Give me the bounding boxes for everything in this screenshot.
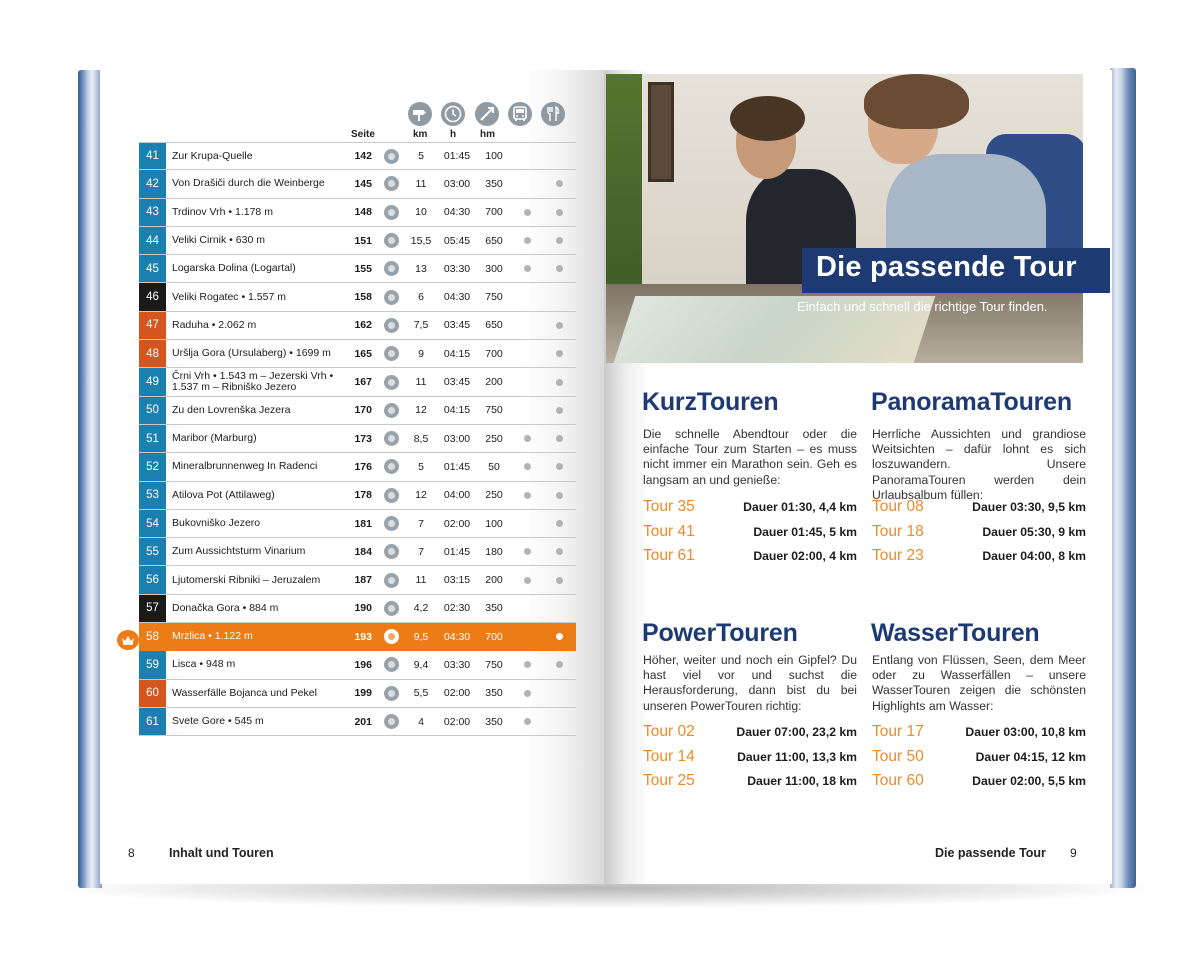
tour-km: 4: [418, 715, 424, 728]
table-row: [139, 595, 576, 623]
list-item: [643, 523, 857, 548]
tour-km: 5: [418, 150, 424, 163]
category-title-power: PowerTouren: [642, 619, 798, 647]
category-desc-kurz: Die schnelle Abendtour oder die einfache Tour zum Starten – es muss nicht immer ein Marathon sein. Geh es langsam an und genieße:: [643, 427, 857, 487]
tour-km: 4,2: [413, 602, 429, 615]
tour-duration: 01:45: [443, 150, 471, 163]
slope-icon: [475, 102, 499, 126]
tour-type-icon: [382, 255, 400, 282]
tour-elevation: 180: [485, 545, 503, 558]
tour-duration: 04:30: [443, 630, 471, 643]
tour-ref: Tour 17: [872, 723, 924, 740]
category-desc-wasser: Entlang von Flüssen, Seen, dem Meer oder zu Wasserfällen – unsere WasserTouren zeigen die schönsten Highlights am Wasser:: [872, 653, 1086, 713]
tour-ref: Tour 23: [872, 547, 924, 564]
bus-indicator: [521, 227, 533, 254]
tour-name: Von Drašiči durch die Weinberge: [172, 177, 325, 190]
bus-indicator: [521, 680, 533, 707]
tour-name: Zum Aussichtsturm Vinarium: [172, 545, 306, 558]
tour-name: Veliki Cirnik • 630 m: [172, 234, 265, 247]
tour-km: 9,5: [413, 630, 429, 643]
tour-page: 148: [354, 206, 372, 219]
tour-number: 55: [139, 538, 166, 565]
list-item: [872, 723, 1086, 748]
bus-indicator: [521, 482, 533, 509]
food-indicator: [553, 510, 565, 537]
right-footer-title: Die passende Tour: [935, 846, 1046, 860]
list-item: [643, 772, 857, 797]
tour-number: 51: [139, 425, 166, 452]
tour-type-icon: [382, 368, 400, 395]
tour-elevation: 100: [485, 517, 503, 530]
tour-elevation: 700: [485, 630, 503, 643]
tour-duration: 03:00: [443, 432, 471, 445]
bus-indicator: [521, 708, 533, 735]
list-item: [643, 748, 857, 773]
tour-km: 11: [415, 574, 427, 587]
tour-duration: Dauer 03:30, 9,5 km: [972, 500, 1086, 514]
tour-ref: Tour 08: [872, 498, 924, 515]
tour-ref: Tour 02: [643, 723, 695, 740]
tour-elevation: 250: [485, 489, 503, 502]
tour-type-icon: [382, 397, 400, 424]
tour-km: 5,5: [413, 687, 429, 700]
tour-name: Zur Krupa-Quelle: [172, 149, 253, 162]
tour-page: 145: [354, 177, 372, 190]
tour-km: 5: [418, 460, 424, 473]
tour-number: 46: [139, 283, 166, 310]
food-indicator: [553, 566, 565, 593]
tour-name: Črni Vrh • 1.543 m – Jezerski Vrh • 1.537 m – Ribniško Jezero: [172, 370, 334, 394]
table-row: [139, 368, 576, 396]
tour-page: 165: [354, 347, 372, 360]
tour-page: 176: [354, 460, 372, 473]
table-row: [139, 340, 576, 368]
tour-ref: Tour 35: [643, 498, 695, 515]
category-desc-power: Höher, weiter und noch ein Gipfel? Du hast viel vor und suchst die Herausforderung, dann bist du bei unseren PowerTouren richtig:: [643, 653, 857, 713]
tour-page: 184: [354, 545, 372, 558]
table-row: [139, 708, 576, 736]
tour-number: 56: [139, 566, 166, 593]
table-row: [139, 453, 576, 481]
right-page-number: 9: [1070, 846, 1077, 860]
tour-ref: Tour 14: [643, 747, 695, 765]
tour-type-icon: [382, 453, 400, 480]
header-hm: hm: [480, 129, 495, 140]
tour-duration: 01:45: [443, 460, 471, 473]
tour-page: 173: [354, 432, 372, 445]
food-indicator: [553, 255, 565, 282]
tour-elevation: 300: [485, 262, 503, 275]
tour-duration: Dauer 05:30, 9 km: [982, 524, 1086, 539]
tour-number: 44: [139, 227, 166, 254]
tour-type-icon: [382, 312, 400, 339]
tour-duration: 03:45: [443, 376, 471, 389]
table-row: [139, 312, 576, 340]
bus-indicator: [521, 453, 533, 480]
tour-number: 50: [139, 397, 166, 424]
tour-page: 142: [354, 150, 372, 163]
tour-duration: 03:30: [443, 262, 471, 275]
food-indicator: [553, 312, 565, 339]
tour-name: Svete Gore • 545 m: [172, 715, 264, 728]
tour-elevation: 750: [485, 404, 503, 417]
tour-km: 6: [418, 291, 424, 304]
tour-km: 11: [415, 177, 427, 190]
tour-duration: Dauer 11:00, 18 km: [747, 774, 857, 788]
tour-page: 201: [354, 715, 372, 728]
tour-type-icon: [382, 170, 400, 197]
tour-name: Logarska Dolina (Logartal): [172, 262, 296, 275]
tour-duration: Dauer 04:00, 8 km: [982, 549, 1086, 563]
tour-km: 9,4: [413, 658, 429, 671]
list-item: [872, 748, 1086, 773]
food-indicator: [553, 623, 565, 650]
tour-type-icon: [382, 708, 400, 735]
category-list-wasser: [872, 723, 1086, 797]
tour-number: 43: [139, 199, 166, 226]
tour-duration: Dauer 11:00, 13,3 km: [737, 749, 857, 764]
table-row: [139, 170, 576, 198]
tour-page: 178: [354, 489, 372, 502]
tour-type-icon: [382, 623, 400, 650]
tour-duration: Dauer 03:00, 10,8 km: [965, 725, 1086, 739]
tour-elevation: 700: [485, 206, 503, 219]
tour-duration: Dauer 07:00, 23,2 km: [736, 725, 857, 739]
tour-number: 48: [139, 340, 166, 367]
tour-duration: 04:15: [443, 404, 471, 417]
left-page-number: 8: [128, 846, 135, 860]
tour-number: 41: [139, 143, 166, 169]
tour-type-icon: [382, 227, 400, 254]
tour-number: 61: [139, 708, 166, 735]
tour-page: 187: [354, 574, 372, 587]
bus-indicator: [521, 425, 533, 452]
tour-duration: 04:30: [443, 206, 471, 219]
tour-number: 49: [139, 368, 166, 395]
tour-duration: 01:45: [443, 545, 471, 558]
tour-km: 7,5: [413, 319, 429, 332]
header-seite: Seite: [351, 129, 375, 140]
tour-number: 53: [139, 482, 166, 509]
tour-type-icon: [382, 482, 400, 509]
tour-ref: Tour 60: [872, 772, 924, 789]
table-row: [139, 538, 576, 566]
category-title-kurz: KurzTouren: [642, 388, 779, 416]
tour-type-icon: [382, 680, 400, 707]
tour-name: Mrzlica • 1.122 m: [172, 630, 253, 643]
list-item: [872, 523, 1086, 548]
food-indicator: [553, 170, 565, 197]
bus-indicator: [521, 538, 533, 565]
tour-page: 151: [354, 234, 372, 247]
tour-elevation: 250: [485, 432, 503, 445]
hero-subtitle: Einfach und schnell die richtige Tour finden.: [797, 299, 1048, 314]
table-row: [139, 623, 576, 651]
tour-km: 10: [415, 206, 427, 219]
category-list-power: [643, 723, 857, 797]
list-item: [643, 498, 857, 523]
food-indicator: [553, 227, 565, 254]
tour-elevation: 750: [485, 658, 503, 671]
tour-name: Atilova Pot (Attilaweg): [172, 488, 275, 501]
tour-name: Zu den Lovrenška Jezera: [172, 403, 291, 416]
left-footer-title: Inhalt und Touren: [169, 846, 274, 860]
tour-name: Veliki Rogatec • 1.557 m: [172, 290, 286, 303]
tour-number: 58: [139, 623, 166, 650]
tour-duration: Dauer 02:00, 4 km: [753, 549, 857, 563]
tour-duration: 03:15: [443, 574, 471, 587]
tour-page: 193: [354, 630, 372, 643]
tour-ref: Tour 50: [872, 747, 924, 765]
table-row: [139, 425, 576, 453]
table-row: [139, 680, 576, 708]
photo-woman-hair: [864, 74, 969, 129]
tour-name: Uršlja Gora (Ursulaberg) • 1699 m: [172, 347, 331, 360]
table-row: [139, 566, 576, 594]
tour-type-icon: [382, 651, 400, 678]
tour-duration: 03:45: [443, 319, 471, 332]
food-indicator: [553, 651, 565, 678]
tour-elevation: 200: [485, 376, 503, 389]
table-row: [139, 397, 576, 425]
tour-type-icon: [382, 538, 400, 565]
table-row: [139, 199, 576, 227]
tour-elevation: 700: [485, 347, 503, 360]
list-item: [643, 547, 857, 572]
tour-duration: 04:30: [443, 291, 471, 304]
tour-page: 170: [354, 404, 372, 417]
tour-name: Wasserfälle Bojanca und Pekel: [172, 686, 317, 699]
category-list-kurz: [643, 498, 857, 572]
tour-km: 8,5: [413, 432, 429, 445]
list-item: [872, 498, 1086, 523]
clock-icon: [441, 102, 465, 126]
header-h: h: [450, 129, 457, 140]
table-row: [139, 255, 576, 283]
tour-duration: 02:00: [443, 517, 471, 530]
tour-elevation: 50: [488, 460, 500, 473]
tour-elevation: 100: [485, 150, 503, 163]
tour-duration: 04:00: [443, 489, 471, 502]
book-edge-left: [78, 70, 102, 888]
tour-duration: 05:45: [443, 234, 471, 247]
tour-elevation: 350: [485, 715, 503, 728]
tour-km: 12: [415, 489, 427, 502]
fork-knife-icon: [541, 102, 565, 126]
hero-title: Die passende Tour: [816, 251, 1077, 283]
tour-type-icon: [382, 425, 400, 452]
tour-type-icon: [382, 340, 400, 367]
list-item: [872, 547, 1086, 572]
photo-man-hair: [730, 96, 805, 141]
tour-type-icon: [382, 283, 400, 310]
list-item: [872, 772, 1086, 797]
book-edge-right: [1110, 68, 1136, 888]
tour-name: Raduha • 2.062 m: [172, 318, 257, 331]
tour-page: 181: [354, 517, 372, 530]
tour-name: Donačka Gora • 884 m: [172, 601, 279, 614]
tour-page: 162: [354, 319, 372, 332]
food-indicator: [553, 397, 565, 424]
tour-duration: Dauer 04:15, 12 km: [975, 749, 1086, 764]
tour-km: 7: [418, 517, 424, 530]
tour-ref: Tour 25: [643, 772, 695, 789]
tour-ref: Tour 41: [643, 522, 695, 540]
tour-name: Maribor (Marburg): [172, 432, 257, 445]
tour-name: Lisca • 948 m: [172, 658, 236, 671]
tour-duration: Dauer 01:45, 5 km: [753, 524, 857, 539]
bus-indicator: [521, 566, 533, 593]
category-desc-panorama: Herrliche Aussichten und grandiose Weitsichten – dafür lohnt es sich loszuwandern. Unsere PanoramaTouren werden dein Urlaubsalbum füllen:: [872, 427, 1086, 502]
hiker-couple-photo: [606, 74, 1083, 363]
food-indicator: [553, 482, 565, 509]
tour-duration: Dauer 01:30, 4,4 km: [743, 500, 857, 514]
food-indicator: [553, 368, 565, 395]
tour-type-icon: [382, 595, 400, 622]
bus-indicator: [521, 199, 533, 226]
food-indicator: [553, 340, 565, 367]
tour-ref: Tour 18: [872, 522, 924, 540]
tour-number: 60: [139, 680, 166, 707]
tour-km: 15,5: [410, 234, 432, 247]
photo-window: [648, 82, 674, 182]
list-item: [643, 723, 857, 748]
category-title-wasser: WasserTouren: [871, 619, 1040, 647]
category-list-panorama: [872, 498, 1086, 572]
tour-number: 47: [139, 312, 166, 339]
table-row: [139, 283, 576, 311]
food-indicator: [553, 453, 565, 480]
bus-indicator: [521, 651, 533, 678]
table-row: [139, 142, 576, 170]
tour-elevation: 200: [485, 574, 503, 587]
tour-page: 190: [354, 602, 372, 615]
tour-km: 12: [415, 404, 427, 417]
tour-number: 45: [139, 255, 166, 282]
table-row: [139, 227, 576, 255]
food-indicator: [553, 425, 565, 452]
header-km: km: [413, 129, 428, 140]
tour-number: 59: [139, 651, 166, 678]
tour-number: 57: [139, 595, 166, 622]
tour-name: Ljutomerski Ribniki – Jeruzalem: [172, 573, 321, 586]
tour-elevation: 750: [485, 291, 503, 304]
tour-duration: 03:30: [443, 658, 471, 671]
bus-indicator: [521, 255, 533, 282]
tour-duration: Dauer 02:00, 5,5 km: [972, 774, 1086, 788]
tour-number: 52: [139, 453, 166, 480]
tour-name: Mineralbrunnenweg In Radenci: [172, 460, 318, 473]
tour-table: [139, 142, 576, 736]
tour-type-icon: [382, 510, 400, 537]
tour-type-icon: [382, 566, 400, 593]
tour-elevation: 650: [485, 234, 503, 247]
table-row: [139, 510, 576, 538]
tour-page: 158: [354, 291, 372, 304]
tour-page: 155: [354, 262, 372, 275]
tour-type-icon: [382, 143, 400, 169]
tour-name: Trdinov Vrh • 1.178 m: [172, 205, 273, 218]
tour-number: 54: [139, 510, 166, 537]
food-indicator: [553, 199, 565, 226]
tour-elevation: 650: [485, 319, 503, 332]
tour-elevation: 350: [485, 687, 503, 700]
tour-duration: 02:30: [443, 602, 471, 615]
table-row: [139, 651, 576, 679]
tour-number: 42: [139, 170, 166, 197]
photo-tree: [606, 74, 642, 304]
tour-km: 13: [415, 262, 427, 275]
tour-page: 199: [354, 687, 372, 700]
category-title-panorama: PanoramaTouren: [871, 388, 1072, 416]
crown-icon: [117, 630, 139, 650]
tour-elevation: 350: [485, 177, 503, 190]
tour-elevation: 350: [485, 602, 503, 615]
tour-name: Bukovniško Jezero: [172, 517, 261, 529]
tour-duration: 04:15: [443, 347, 471, 360]
tour-duration: 03:00: [443, 177, 471, 190]
bus-icon: [508, 102, 532, 126]
tour-ref: Tour 61: [643, 547, 695, 564]
tour-duration: 02:00: [443, 715, 471, 728]
tour-km: 11: [415, 376, 427, 389]
tour-page: 196: [354, 658, 372, 671]
tour-type-icon: [382, 199, 400, 226]
table-row: [139, 482, 576, 510]
tour-km: 9: [418, 347, 424, 360]
food-indicator: [553, 538, 565, 565]
signpost-icon: [408, 102, 432, 126]
tour-km: 7: [418, 545, 424, 558]
tour-page: 167: [354, 376, 372, 389]
tour-duration: 02:00: [443, 687, 471, 700]
